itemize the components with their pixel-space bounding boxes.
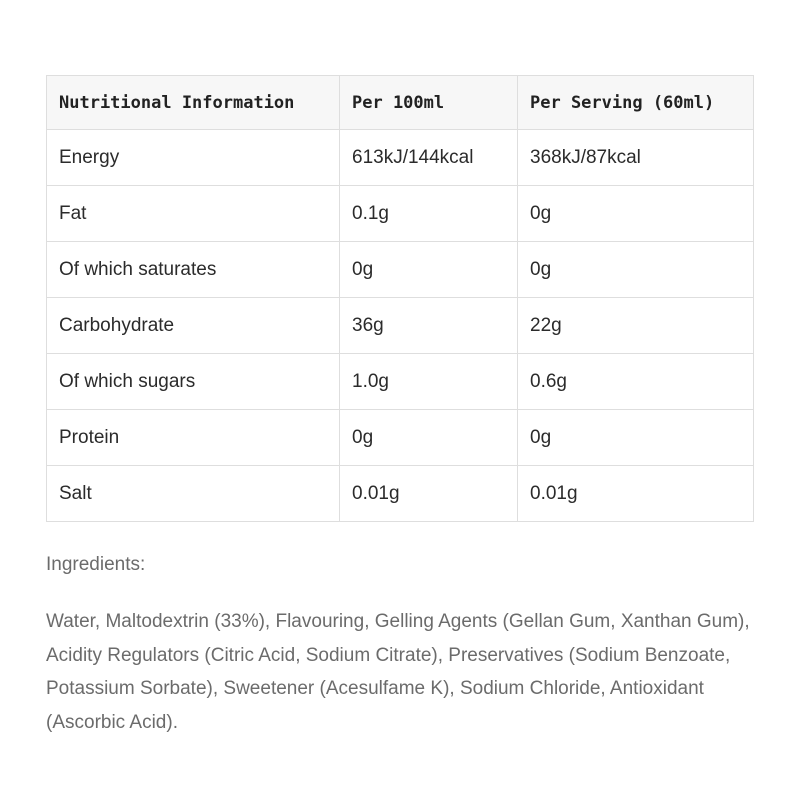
- nutrient-name: Energy: [47, 130, 340, 186]
- column-header-nutrient: Nutritional Information: [47, 76, 340, 130]
- nutrient-name: Fat: [47, 186, 340, 242]
- value-per-serving: 0g: [518, 242, 754, 298]
- table-header-row: [47, 76, 754, 130]
- ingredients-text: Water, Maltodextrin (33%), Flavouring, Gelling Agents (Gellan Gum, Xanthan Gum), Acidity Regulators (Citric Acid, Sodium Citrate), Preservatives (Sodium Benzoate, Potassium Sorbate), Sweetener (Acesulfame K), Sodium Chloride, Antioxidant (Ascorbic Acid).: [46, 611, 750, 733]
- value-per-serving: 0g: [518, 186, 754, 242]
- ingredients-heading: Ingredients:: [46, 554, 146, 575]
- nutrition-table: [46, 75, 754, 522]
- value-per-100ml: 0.1g: [340, 186, 518, 242]
- value-per-serving: 0.6g: [518, 354, 754, 410]
- nutrient-name: Of which sugars: [47, 354, 340, 410]
- value-per-100ml: 613kJ/144kcal: [340, 130, 518, 186]
- nutrient-name: Protein: [47, 410, 340, 466]
- value-per-serving: 368kJ/87kcal: [518, 130, 754, 186]
- column-header-per-serving: Per Serving (60ml): [518, 76, 754, 130]
- nutrient-name: Of which saturates: [47, 242, 340, 298]
- value-per-100ml: 0.01g: [340, 466, 518, 522]
- table-row: [47, 130, 754, 186]
- table-row: [47, 186, 754, 242]
- table-row: [47, 242, 754, 298]
- value-per-100ml: 1.0g: [340, 354, 518, 410]
- value-per-100ml: 36g: [340, 298, 518, 354]
- table-row: [47, 354, 754, 410]
- nutrient-name: Carbohydrate: [47, 298, 340, 354]
- value-per-serving: 0.01g: [518, 466, 754, 522]
- table-row: [47, 410, 754, 466]
- value-per-serving: 0g: [518, 410, 754, 466]
- value-per-serving: 22g: [518, 298, 754, 354]
- value-per-100ml: 0g: [340, 410, 518, 466]
- table-row: [47, 466, 754, 522]
- nutrient-name: Salt: [47, 466, 340, 522]
- table-row: [47, 298, 754, 354]
- value-per-100ml: 0g: [340, 242, 518, 298]
- column-header-per-100ml: Per 100ml: [340, 76, 518, 130]
